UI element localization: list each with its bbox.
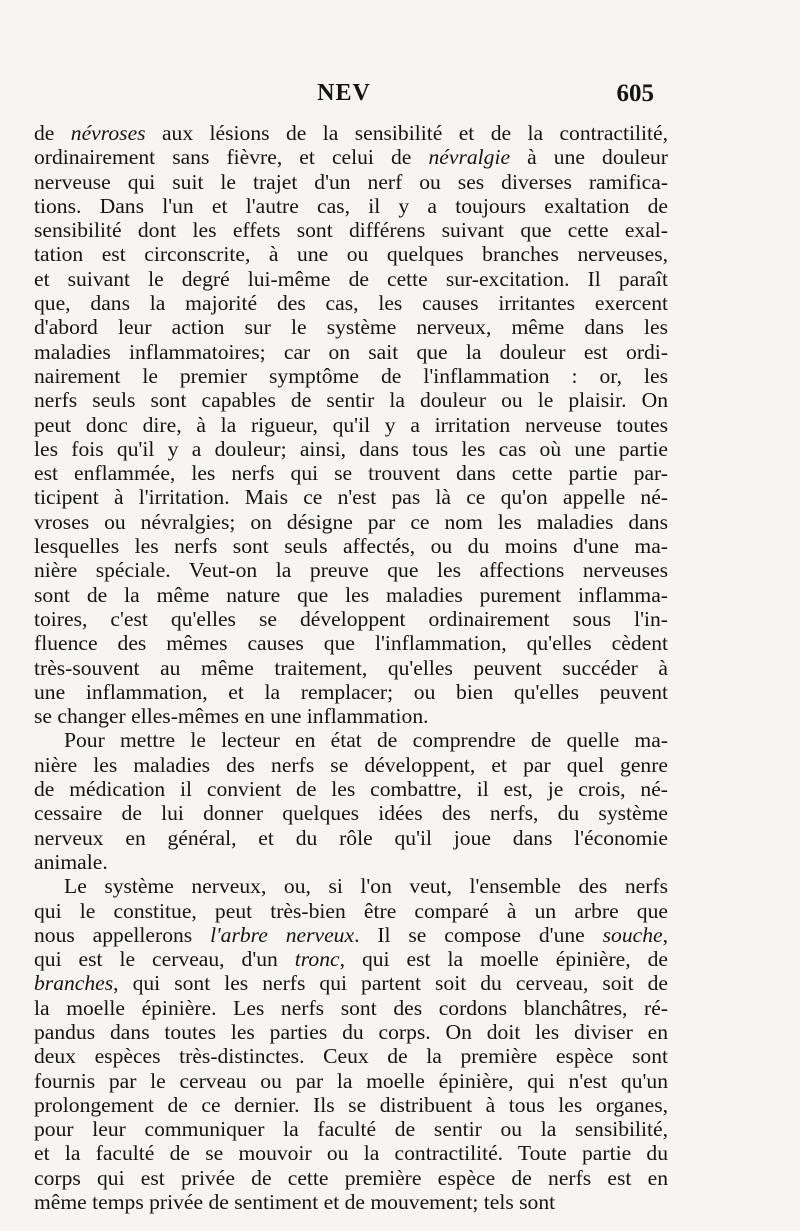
text-line: pour leur communiquer la faculté de sentir ou la sensibilité, <box>34 1117 668 1142</box>
text-line: nerfs seuls sont capables de sentir la douleur ou le plaisir. On <box>34 388 668 413</box>
text-line: sensibilité dont les effets sont différens suivant que cette exal- <box>34 218 668 243</box>
paragraph <box>34 874 668 1214</box>
text-line: maladies inflammatoires; car on sait que la douleur est ordi- <box>34 339 668 364</box>
text-line: nerveuse qui suit le trajet d'un nerf ou ses diverses ramifica- <box>34 169 668 194</box>
text-line: Pour mettre le lecteur en état de comprendre de quelle ma- <box>64 728 668 753</box>
paragraph <box>34 728 668 874</box>
page-number: 605 <box>616 80 654 107</box>
text-line: qui est le cerveau, d'un tronc, qui est la moelle épinière, de <box>34 947 669 972</box>
text-line: nière spéciale. Veut-on la preuve que les affections nerveuses <box>34 558 668 583</box>
text-line: est enflammée, les nerfs qui se trouvent dans cette partie par- <box>34 461 668 486</box>
text-line: ordinairement sans fièvre, et celui de névralgie à une douleur <box>34 145 669 170</box>
text-line: de médication il convient de les combattre, il est, je crois, né- <box>34 777 668 802</box>
text-line: deux espèces très-distinctes. Ceux de la première espèce sont <box>34 1044 668 1069</box>
text-line: fluence des mêmes causes que l'inflammation, qu'elles cèdent <box>34 631 668 656</box>
text-line: même temps privée de sentiment et de mouvement; tels sont <box>34 1190 556 1215</box>
text-line: et la faculté de se mouvoir ou la contractilité. Toute partie du <box>34 1141 668 1166</box>
text-line: sont de la même nature que les maladies purement inflamma- <box>34 582 668 607</box>
text-line: une inflammation, et la remplacer; ou bien qu'elles peuvent <box>34 679 668 704</box>
text-line: tions. Dans l'un et l'autre cas, il y a toujours exaltation de <box>34 193 668 218</box>
text-line: la moelle épinière. Les nerfs sont des cordons blanchâtres, ré- <box>34 995 668 1020</box>
text-line: les fois qu'il y a douleur; ainsi, dans tous les cas où une partie <box>34 436 668 461</box>
text-line: prolongement de ce dernier. Ils se distribuent à tous les organes, <box>34 1092 668 1117</box>
text-line: corps qui est privée de cette première espèce de nerfs est en <box>34 1165 668 1190</box>
text-line: branches, qui sont les nerfs qui partent soit du cerveau, soit de <box>34 971 668 996</box>
text-line: animale. <box>34 849 108 874</box>
text-line: nerveux en général, et du rôle qu'il joue dans l'économie <box>34 825 668 850</box>
text-line: de névroses aux lésions de la sensibilité et de la contractilité, <box>34 121 668 145</box>
text-line: toires, c'est qu'elles se développent ordinairement sous l'in- <box>34 606 668 631</box>
page-header <box>34 80 654 116</box>
text-line: ticipent à l'irritation. Mais ce n'est pas là ce qu'on appelle né- <box>34 485 668 510</box>
text-line: nairement le premier symptôme de l'inflammation : or, les <box>34 363 668 388</box>
text-line: qui le constitue, peut très-bien être comparé à un arbre que <box>34 898 668 923</box>
text-line: vroses ou névralgies; on désigne par ce nom les maladies dans <box>34 509 668 534</box>
text-line: et suivant le degré lui-même de cette sur-excitation. Il paraît <box>34 266 668 291</box>
text-line: que, dans la majorité des cas, les causes irritantes exercent <box>34 291 668 316</box>
text-line: cessaire de lui donner quelques idées des nerfs, du système <box>34 801 668 826</box>
text-line: tation est circonscrite, à une ou quelques branches nerveuses, <box>34 242 668 267</box>
text-line: pandus dans toutes les parties du corps. On doit les diviser en <box>34 1019 668 1044</box>
running-head: NEV <box>317 80 371 106</box>
text-line: très-souvent au même traitement, qu'elles peuvent succéder à <box>34 655 668 680</box>
paragraph <box>34 121 668 728</box>
text-line: fournis par le cerveau ou par la moelle épinière, qui n'est qu'un <box>34 1068 668 1093</box>
text-line: Le système nerveux, ou, si l'on veut, l'ensemble des nerfs <box>64 874 668 899</box>
text-line: nous appellerons l'arbre nerveux. Il se compose d'une souche, <box>34 922 668 947</box>
text-line: d'abord leur action sur le système nerveux, même dans les <box>34 315 668 340</box>
text-line: peut donc dire, à la rigueur, qu'il y a irritation nerveuse toutes <box>34 412 668 437</box>
text-line: nière les maladies des nerfs se développent, et par quel genre <box>34 752 668 777</box>
text-line: se changer elles-mêmes en une inflammation. <box>34 704 429 729</box>
body-text <box>34 121 668 1214</box>
text-line: lesquelles les nerfs sont seuls affectés, ou du moins d'une ma- <box>34 534 668 559</box>
